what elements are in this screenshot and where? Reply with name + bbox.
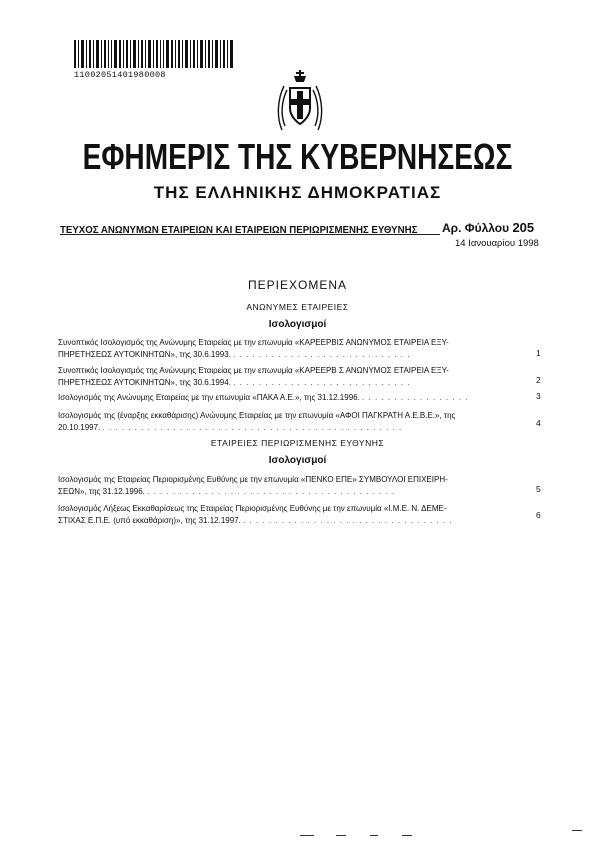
contents-heading: ΠΕΡΙΕΧΟΜΕΝΑ: [247, 278, 348, 292]
issue-date: 14 Ιανουαρίου 1998: [455, 238, 539, 249]
list-item: [58, 474, 528, 498]
page-number: 4: [536, 418, 541, 428]
leader-dots: . . . . . . . . . . . . . . . . .: [362, 393, 469, 402]
sheet-number-line: [442, 220, 534, 235]
list-item: [58, 337, 528, 361]
scan-mark: [300, 835, 314, 836]
section-title: ΑΝΩΝΥΜΕΣ ΕΤΑΙΡΕΙΕΣ: [246, 302, 349, 312]
leader-dots: . . . . . . . . . . . . . . . . . . . . . . . . . . . . . . . . . . . . . . . . . . . . . . .: [102, 423, 403, 432]
entry-line: ΠΗΡΕΤΗΣΕΩΣ ΑΥΤΟΚΙΝΗΤΩΝ», της 30.6.1994. . . . . . . . . . . . . . . . . . . . . . . . . . . . .: [58, 378, 411, 387]
leader-dots: . . . . . . . . . . . . . . . . . . . . . . . . . . . .: [233, 378, 411, 387]
scan-mark: [572, 830, 582, 831]
section-subtitle: Ισολογισμοί: [268, 319, 327, 330]
entry-line: Συνοπτικός Ισολογισμός της Ανώνυμης Εταιρείας με την επωνυμία «ΚΑΡΕΕΡΒ Σ ΑΝΩΝΥΜΟΣ ΕΤΑΙΡΕΙΑ ΕΞΥ-: [58, 366, 449, 375]
scan-mark: [336, 835, 346, 836]
scan-mark: [370, 835, 378, 836]
leader-dots: . . . . . . . . . . . . . . . . . . . . . . . . . . . .: [233, 350, 411, 359]
page-number: 6: [536, 510, 541, 520]
sheet-number: 205: [512, 220, 535, 235]
list-item: [58, 392, 528, 404]
entry-line: 20.10.1997. . . . . . . . . . . . . . . . . . . . . . . . . . . . . . . . . . . . . . . . . . . . . . . .: [58, 423, 403, 432]
barcode-number: 11002051401980008: [74, 70, 166, 80]
leader-dots: . . . . . . . . . . . . . . . . . . . . . . . . . . . . . . . . . . . . . . .: [147, 487, 396, 496]
sheet-label: Αρ. Φύλλου: [442, 221, 510, 235]
page-number: 3: [536, 391, 541, 401]
entry-line: ΠΗΡΕΤΗΣΕΩΣ ΑΥΤΟΚΙΝΗΤΩΝ», της 30.6.1993. . . . . . . . . . . . . . . . . . . . . . . . . . . . .: [58, 350, 411, 359]
scan-mark: [402, 835, 412, 836]
section-title: ΕΤΑΙΡΕΙΕΣ ΠΕΡΙΩΡΙΣΜΕΝΗΣ ΕΥΘΥΝΗΣ: [210, 438, 385, 448]
page-number: 1: [536, 348, 541, 358]
coat-of-arms-icon: [276, 68, 324, 134]
list-item: [58, 410, 528, 434]
page-number: 5: [536, 484, 541, 494]
page-number: 2: [536, 375, 541, 385]
gazette-title: ΕΦΗΜΕΡΙΣ ΤΗΣ ΚΥΒΕΡΝΗΣΕΩΣ: [82, 136, 513, 177]
gazette-subtitle: ΤΗΣ ΕΛΛΗΝΙΚΗΣ ΔΗΜΟΚΡΑΤΙΑΣ: [153, 183, 442, 202]
entry-line: Ισολογισμός της Ανώνυμης Εταιρείας με την επωνυμία «ΠΑΚΑ Α.Ε.», της 31.12.1996. . . . . . . . . . . . . . . . . .: [58, 393, 469, 402]
entry-line: Ισολογισμός της (έναρξης εκκαθάρισης) Ανώνυμης Εταιρείας με την επωνυμία «ΑΦΟΙ ΠΑΓΚΡΑΤΗ Α.Ε.Β.Ε.», της: [58, 411, 456, 420]
entry-line: Ισολογισμός Λήξεως Εκκαθαρίσεως της Εταιρείας Περιορισμένης Ευθύνης με την επωνυμία «Ι.Μ.Ε. Ν. ΔΕΜΕ-: [58, 504, 447, 513]
entry-line: ΣΕΩΝ», της 31.12.1996. . . . . . . . . . . . . . . . . . . . . . . . . . . . . . . . . . . . . . . .: [58, 487, 396, 496]
barcode: [74, 40, 234, 68]
entry-line: ΣΤΙΧΑΣ Ε.Π.Ε. (υπό εκκαθάριση)», της 31.12.1997. . . . . . . . . . . . . . . . . . . . . . . . . . . . . . . . . .: [58, 516, 453, 525]
leader-dots: . . . . . . . . . . . . . . . . . . . . . . . . . . . . . . . . .: [243, 516, 453, 525]
section-subtitle: Ισολογισμοί: [268, 455, 327, 466]
entry-line: Συνοπτικός Ισολογισμός της Ανώνυμης Εταιρείας με την επωνυμία «ΚΑΡΕΕΡΒΙΣ ΑΝΩΝΥΜΟΣ ΕΤΑΙΡΕΙΑ ΕΞΥ-: [58, 338, 449, 347]
list-item: [58, 503, 528, 527]
entry-line: Ισολογισμός της Εταιρείας Περιορισμένης Ευθύνης με την επωνυμία «ΠΕΝΚΟ ΕΠΕ» ΣΥΜΒΟΥΛΟΙ ΕΠΙΧΕΙΡΗ-: [58, 475, 448, 484]
list-item: [58, 365, 528, 389]
issue-series: ΤΕΥΧΟΣ ΑΝΩΝΥΜΩΝ ΕΤΑΙΡΕΙΩΝ ΚΑΙ ΕΤΑΙΡΕΙΩΝ ΠΕΡΙΩΡΙΣΜΕΝΗΣ ΕΥΘΥΝΗΣ: [60, 224, 418, 236]
header-rule: [60, 234, 440, 235]
